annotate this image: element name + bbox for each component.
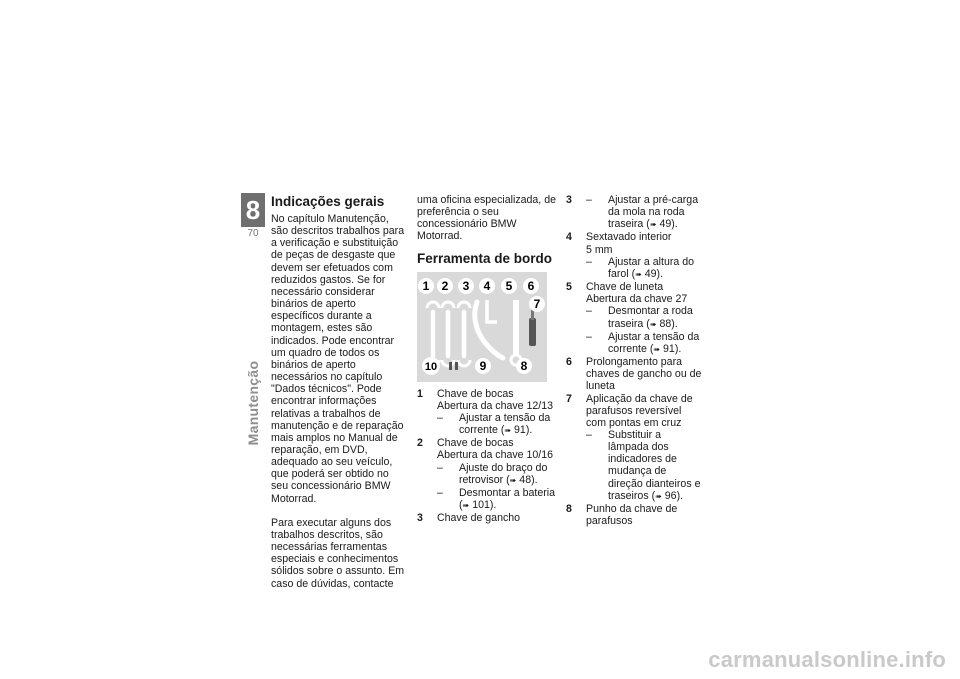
page-reference[interactable]: (➠ 48). xyxy=(506,473,538,486)
heading-onboard-toolkit: Ferramenta de bordo xyxy=(417,250,553,266)
item-number: 4 xyxy=(566,231,572,244)
item-number: 7 xyxy=(566,392,572,405)
page-reference[interactable]: (➠ 91). xyxy=(500,424,533,437)
sub-item: – Ajustar a pré-carga da mola na roda traseira (➠ 49). xyxy=(586,194,699,231)
tool-item-6 xyxy=(566,356,702,392)
tool-item-5 xyxy=(566,281,702,356)
page-number: 70 xyxy=(247,228,259,239)
label-7: 7 xyxy=(533,296,541,311)
sub-text: Ajuste do braço do retrovisor xyxy=(459,461,548,486)
tool-item-3 xyxy=(417,512,557,524)
tool-item-3-continued xyxy=(566,194,702,231)
item-number: 8 xyxy=(566,502,572,515)
sub-text: Ajustar a tensão da corrente xyxy=(459,411,551,437)
item-line: Prolongamento para chaves de gancho ou de luneta xyxy=(586,356,702,393)
item-line: 5 mm xyxy=(586,243,613,256)
item-line: Sextavado interior xyxy=(586,231,672,244)
item-line: Chave de bocas xyxy=(437,437,514,450)
sub-item: – Desmontar a bateria (➠ 101). xyxy=(437,486,555,512)
label-4: 4 xyxy=(483,278,491,293)
paragraph-continued: uma oficina especializada, de preferência o seu concessionário BMW Motorrad. xyxy=(417,194,556,243)
sub-text: Ajustar a altura do farol xyxy=(608,255,694,280)
item-line: Abertura da chave 10/16 xyxy=(437,449,554,462)
item-number: 6 xyxy=(566,356,572,369)
toolkit-illustration xyxy=(417,272,547,382)
paragraph-intro: No capítulo Manutenção, são descritos trabalhos para a verificação e substituição de peças de desgaste que devem ser efetuados com reduzidos gastos. Se for necessário considerar binários de aperto específicos durante a montagem, estes são indicados. Pode encontrar um quadro de todos os binários de aperto necessários no capítulo "Dados técnicos". Pode encontrar informações relativas a trabalhos de manutenção e de reparação mais amplos no Manual de reparação, em DVD, adequado ao seu veículo, que poderá ser obtido no seu concessionário BMW Motorrad. xyxy=(271,213,405,505)
item-line: Chave de bocas xyxy=(437,387,514,400)
item-number: 1 xyxy=(417,387,423,400)
chapter-side-label xyxy=(236,343,270,463)
page-reference[interactable]: (➠ 96). xyxy=(651,489,684,502)
item-number: 5 xyxy=(566,281,572,294)
item-line: Aplicação da chave de parafusos reversível xyxy=(586,392,693,417)
watermark-text: carmanualsonline.info xyxy=(708,647,946,672)
sub-item: – Desmontar a roda traseira (➠ 88). xyxy=(586,305,693,330)
label-9: 9 xyxy=(479,358,487,373)
item-line: Chave de gancho xyxy=(437,512,521,525)
tool-item-4 xyxy=(566,231,702,281)
sub-item: – Ajustar a altura do farol (➠ 49). xyxy=(586,255,694,280)
page-reference[interactable]: (➠ 91). xyxy=(649,342,682,355)
column-3 xyxy=(566,194,702,527)
item-line: Abertura da chave 27 xyxy=(586,293,688,306)
page-reference[interactable]: (➠ 101). xyxy=(459,499,497,512)
sub-item: – Ajustar a tensão da corrente (➠ 91). xyxy=(586,330,700,355)
chapter-title: Manutenção xyxy=(245,360,261,446)
sub-item: – Ajuste do braço do retrovisor (➠ 48). xyxy=(437,461,548,486)
heading-general-indications: Indicações gerais xyxy=(271,194,385,209)
label-1: 1 xyxy=(422,278,430,293)
page-reference[interactable]: (➠ 88). xyxy=(646,317,678,330)
page-reference[interactable]: (➠ 49). xyxy=(631,267,664,280)
label-3: 3 xyxy=(462,278,470,293)
paragraph-special-tools: Para executar alguns dos trabalhos descritos, são necessárias ferramentas especiais e conhecimentos sólidos sobre o assunto. Em caso de dúvidas, contacte xyxy=(271,516,405,590)
chapter-number-badge: 8 xyxy=(241,193,265,227)
sub-text: Desmontar a roda traseira xyxy=(608,305,693,330)
sub-item: – Substituir a lâmpada dos indicadores de mudança de direção dianteiros e traseiros (➠ 96). xyxy=(586,428,701,502)
sub-text: Substituir a lâmpada dos indicadores de mudança de direção dianteiros e traseiros xyxy=(608,428,701,502)
label-10: 10 xyxy=(424,360,438,373)
column-2 xyxy=(417,194,557,524)
page-reference[interactable]: (➠ 49). xyxy=(646,218,678,231)
sub-item: – Ajustar a tensão da corrente (➠ 91). xyxy=(437,411,551,437)
sub-text: Desmontar a bateria xyxy=(459,486,555,499)
sub-text: Ajustar a pré-carga da mola na roda traseira xyxy=(608,194,699,231)
sub-text: Ajustar a tensão da corrente xyxy=(608,330,700,355)
label-6: 6 xyxy=(527,278,535,293)
column-1 xyxy=(271,194,407,590)
item-line: Punho da chave de parafusos xyxy=(586,502,678,528)
item-line: Abertura da chave 12/13 xyxy=(437,399,554,412)
item-line: com pontas em cruz xyxy=(586,416,682,429)
item-line: Chave de luneta xyxy=(586,281,664,294)
label-2: 2 xyxy=(441,278,449,293)
tool-item-8 xyxy=(566,503,702,527)
tool-item-7 xyxy=(566,393,702,503)
label-5: 5 xyxy=(505,278,513,293)
tool-item-2 xyxy=(417,437,557,512)
item-number: 2 xyxy=(417,437,423,450)
item-number: 3 xyxy=(417,512,423,525)
label-8: 8 xyxy=(520,358,528,373)
tool-item-1 xyxy=(417,388,557,438)
toolkit-image xyxy=(417,272,547,382)
item-number: 3 xyxy=(566,194,572,206)
